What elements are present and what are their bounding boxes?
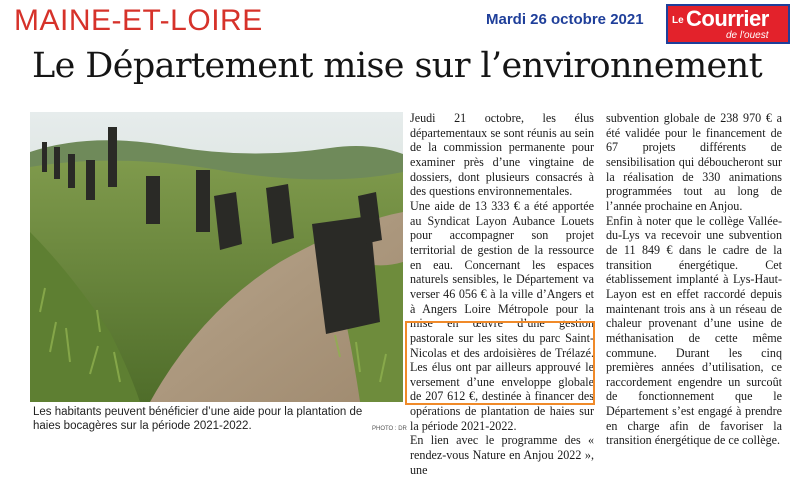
newspaper-logo (666, 4, 790, 44)
paragraph: Jeudi 21 octobre, les élus départementaux se sont réunis au sein de la commission permanente pour examiner près d’une vingtaine de dossiers, dont plusieurs consacrés à des questions environnementales. (410, 111, 594, 199)
article-headline: Le Département mise sur l’environnement (32, 46, 763, 86)
article-column-1 (410, 111, 594, 477)
paragraph: subvention globale de 238 970 € a été validée pour le financement de 67 projets différents de sensibilisation qui déboucheront sur la réalisation de 330 animations programmées tout au long de l’année prochaine en Anjou. (606, 111, 782, 213)
logo-suffix: de l'ouest (726, 30, 769, 41)
highlight-box (405, 321, 595, 405)
region-title: MAINE-ET-LOIRE (14, 4, 263, 37)
article-column-2 (606, 111, 782, 448)
paragraph: En lien avec le programme des « rendez-vous Nature en Anjou 2022 », une (410, 433, 594, 477)
paragraph: Enfin à noter que le collège Vallée-du-Lys va recevoir une subvention de 11 849 € dans le cadre de la transition énergétique. Cet établissement implanté à Lys-Haut-Layon est en effet raccordé depuis maintenant trois ans à un réseau de chaleur provenant d’une usine de méthanisation de cette même commune. Durant les cinq premières années d’utilisation, ce raccordement engendre un surcoût de fonctionnement que le Département s’est engagé à prendre en charge afin de favoriser la transition énergétique de ce collège. (606, 213, 782, 448)
photo-caption: Les habitants peuvent bénéficier d’une aide pour la plantation de haies bocagères sur la période 2021-2022. (33, 406, 363, 432)
publication-date: Mardi 26 octobre 2021 (486, 11, 644, 28)
photo-credit: PHOTO : DR (372, 426, 407, 432)
paragraph: Une aide de 13 333 € a été apportée au Syndicat Layon Aubance Louets pour accompagner son projet territorial de gestion de la ressource en eau. Concernant les espaces naturels sensibles, le Département va verser 46 056 € à la ville d’Angers et à Angers Loire Métropole pour la mise en œuvre d’une gestion pastorale sur les sites du parc Saint-Nicolas et des ardoisières de Trélazé. Les élus ont par ailleurs approuvé le versement d’une enveloppe globale de 207 612 €, destinée à financer des opérations de plantation de haies sur la période 2021-2022. (410, 198, 594, 433)
article-photo (30, 112, 403, 402)
logo-prefix: Le (672, 15, 684, 26)
logo-name: Courrier (686, 6, 769, 31)
